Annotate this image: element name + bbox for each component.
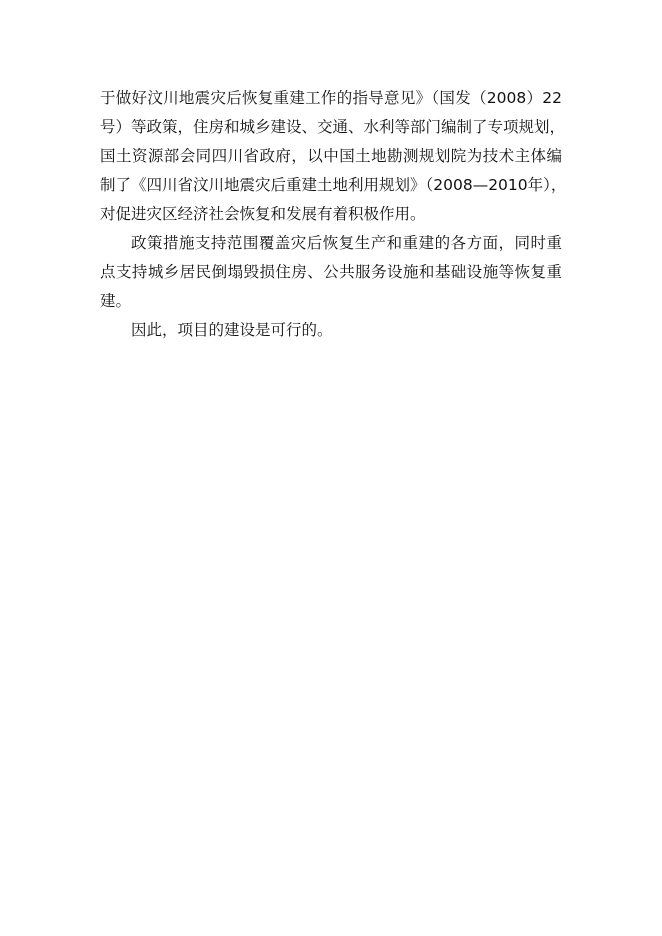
- paragraph-policy-support: [100, 229, 562, 316]
- text-line: 对促进灾区经济社会恢复和发展有着积极作用。: [100, 205, 426, 223]
- paragraph-policy-planning: [100, 84, 567, 229]
- text-line: 政策措施支持范围覆盖灾后恢复生产和重建的各方面，同时重: [131, 234, 562, 252]
- text-line: 点支持城乡居民倒塌毁损住房、公共服务设施和基础设施等恢复重: [100, 263, 562, 281]
- text-line: 因此，项目的建设是可行的。: [131, 321, 333, 339]
- text-line: 建。: [100, 292, 132, 310]
- document-body: [100, 84, 567, 345]
- paragraph-conclusion: [100, 316, 562, 345]
- text-line: 于做好汶川地震灾后恢复重建工作的指导意见》（国发（2008）22: [100, 89, 562, 107]
- text-line: 制了《四川省汶川地震灾后重建土地利用规划》（2008—2010年），: [100, 176, 567, 194]
- text-line: 号）等政策，住房和城乡建设、交通、水利等部门编制了专项规划，: [100, 118, 566, 136]
- text-line: 国土资源部会同四川省政府，以中国土地勘测规划院为技术主体编: [100, 147, 562, 165]
